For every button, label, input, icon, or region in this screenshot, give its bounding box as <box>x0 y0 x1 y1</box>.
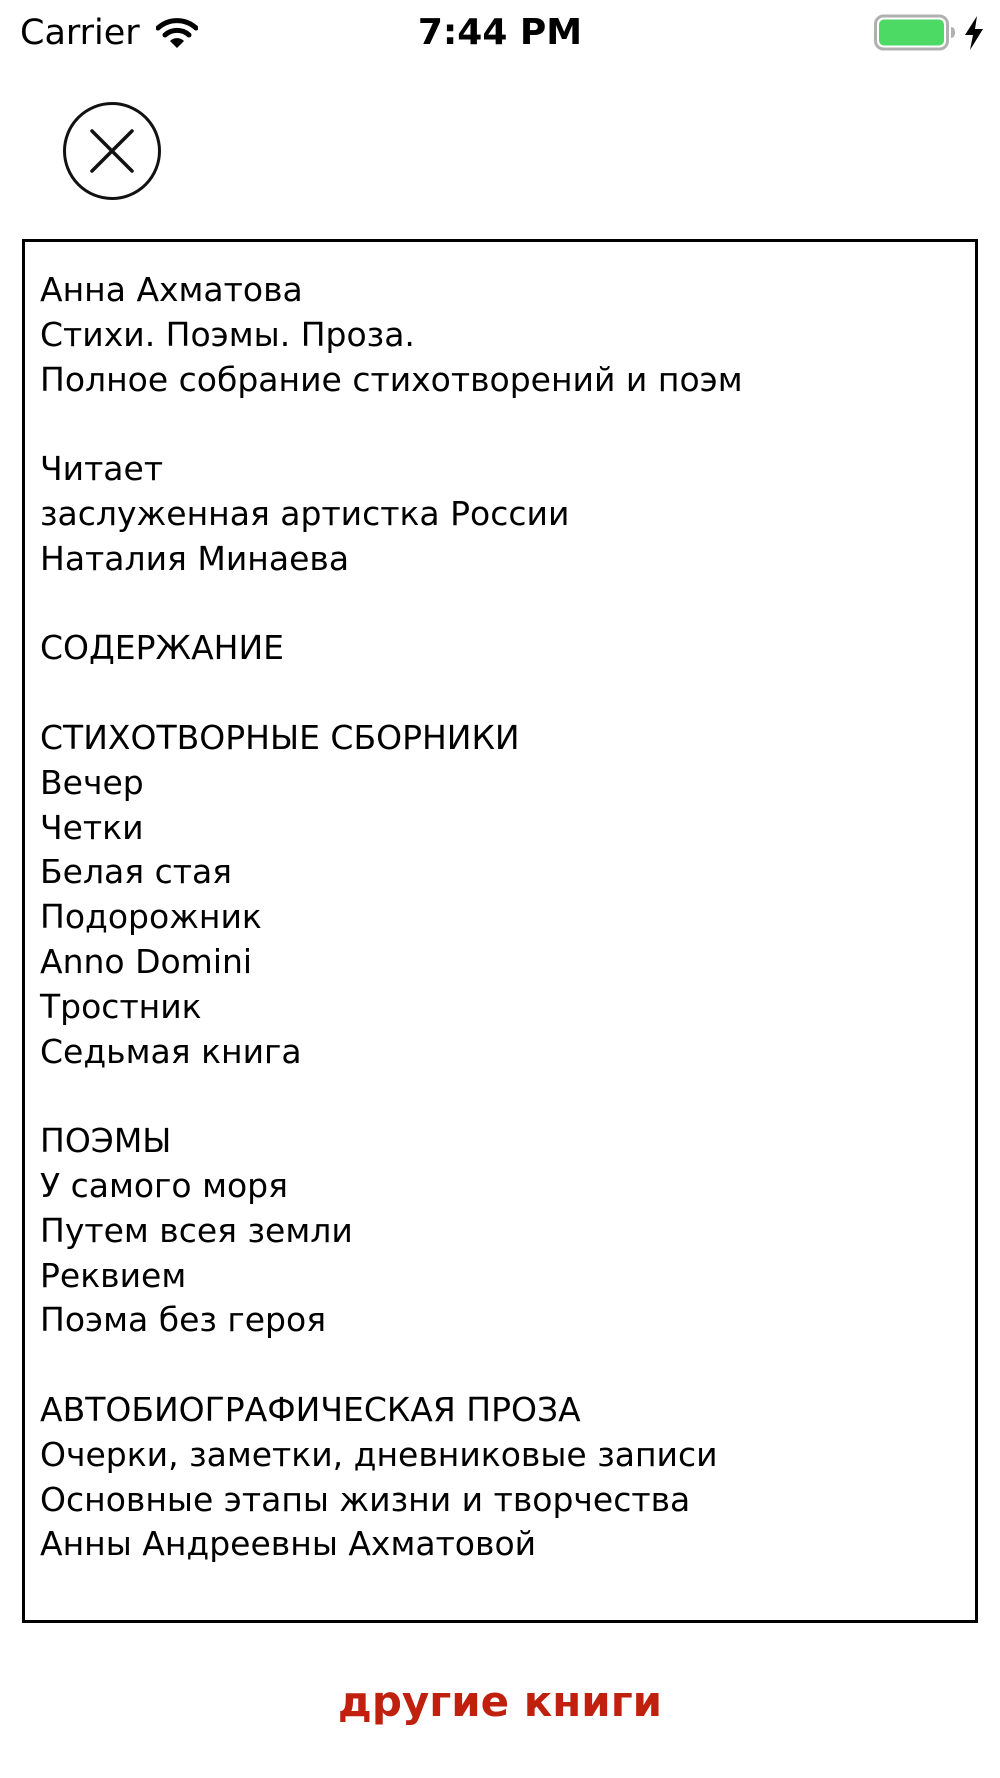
text-line: ПОЭМЫ <box>40 1121 172 1161</box>
text-line: Белая стая <box>40 852 233 892</box>
blank-line <box>40 582 965 627</box>
text-line: заслуженная артистка России <box>40 493 570 533</box>
text-line: Anno Domini <box>40 941 253 981</box>
blank-line <box>40 402 965 447</box>
text-line: СОДЕРЖАНИЕ <box>40 628 285 668</box>
text-line: Стихи. Поэмы. Проза. <box>40 314 415 354</box>
text-line: СТИХОТВОРНЫЕ СБОРНИКИ <box>40 717 520 757</box>
text-line: У самого моря <box>40 1165 288 1205</box>
battery-icon <box>874 14 956 52</box>
text-line: Очерки, заметки, дневниковые записи <box>40 1434 718 1474</box>
text-line: Наталия Минаева <box>40 538 350 578</box>
book-description-text[interactable] <box>22 239 978 1623</box>
carrier-name: Carrier <box>20 13 140 53</box>
close-button[interactable] <box>62 101 162 201</box>
text-line: Седьмая книга <box>40 1031 302 1071</box>
blank-line <box>40 1343 965 1388</box>
close-icon[interactable] <box>62 101 162 201</box>
blank-line <box>40 1074 965 1119</box>
text-line: Тростник <box>40 986 202 1026</box>
blank-line <box>40 671 965 716</box>
text-line: Путем всея земли <box>40 1210 353 1250</box>
text-line: Четки <box>40 807 144 847</box>
text-line: Читает <box>40 449 164 489</box>
clock: 7:44 PM <box>417 12 583 53</box>
other-books-button[interactable]: другие книги <box>337 1677 663 1726</box>
text-line: Подорожник <box>40 897 262 937</box>
text-line: Основные этапы жизни и творчества <box>40 1479 691 1519</box>
text-line: Анны Андреевны Ахматовой <box>40 1524 537 1564</box>
text-line: Вечер <box>40 762 144 802</box>
text-line: Полное собрание стихотворений и поэм <box>40 359 743 399</box>
text-line: АВТОБИОГРАФИЧЕСКАЯ ПРОЗА <box>40 1389 581 1429</box>
status-bar <box>0 0 1000 66</box>
text-line: Поэма без героя <box>40 1300 327 1340</box>
table-of-contents <box>40 268 965 1567</box>
charging-bolt-icon <box>962 14 986 52</box>
text-line: Анна Ахматова <box>40 270 303 309</box>
text-line: Реквием <box>40 1255 187 1295</box>
